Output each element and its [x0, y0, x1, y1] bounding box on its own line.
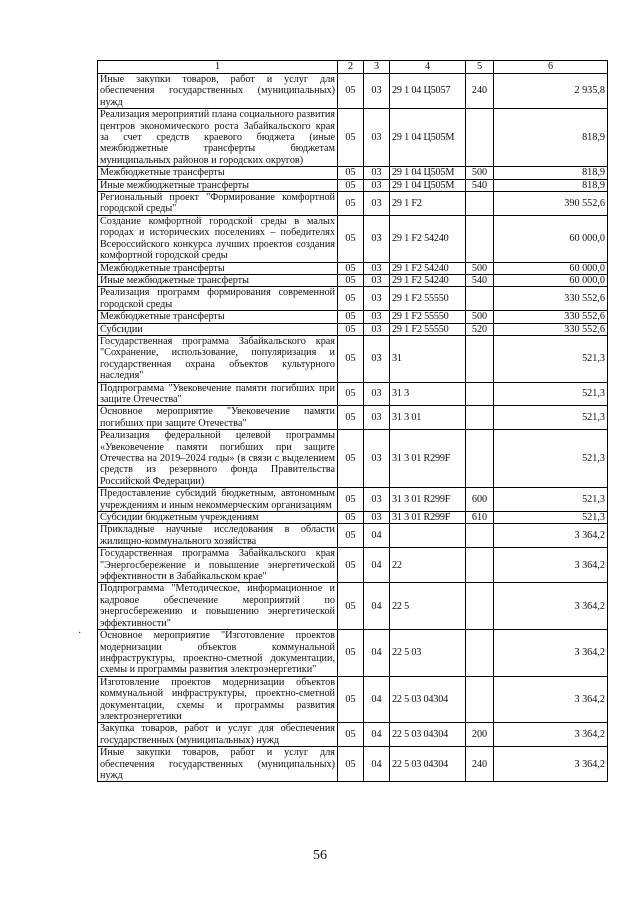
- expense-type-cell: 200: [466, 723, 494, 747]
- target-article-cell: 22 5 03 04304: [390, 723, 466, 747]
- subsection-code-cell: 04: [364, 747, 390, 782]
- table-row: [98, 723, 608, 747]
- section-code-cell: 05: [338, 274, 364, 286]
- expense-type-cell: [466, 215, 494, 262]
- target-article-cell: 31 3 01 R299F: [390, 488, 466, 512]
- subsection-code-cell: 03: [364, 512, 390, 524]
- expense-type-cell: [466, 630, 494, 677]
- expense-type-cell: [466, 287, 494, 311]
- subsection-code-cell: 03: [364, 406, 390, 430]
- row-name-cell: Реализация федеральной целевой программы «Увековечение памяти погибших при защите Отечества на 2019–2024 годы» (в связи с выделением средств из резервного фонда Правительства Российской Федерации): [98, 430, 338, 488]
- target-article-cell: 29 1 04 Ц5057: [390, 74, 466, 109]
- target-article-cell: 29 1 F2: [390, 192, 466, 216]
- page-number: 56: [313, 848, 327, 863]
- target-article-cell: 31: [390, 335, 466, 382]
- section-code-cell: 05: [338, 215, 364, 262]
- table-row: [98, 382, 608, 406]
- amount-cell: 60 000,0: [494, 215, 608, 262]
- table-row: [98, 583, 608, 630]
- row-name-cell: Иные закупки товаров, работ и услуг для обеспечения государственных (муниципальных) нужд: [98, 74, 338, 109]
- section-code-cell: 05: [338, 512, 364, 524]
- table-row: [98, 512, 608, 524]
- row-name-cell: Подпрограмма "Увековечение памяти погибших при защите Отечества": [98, 382, 338, 406]
- target-article-cell: 29 1 04 Ц505М: [390, 167, 466, 179]
- row-name-cell: Реализация программ формирования современной городской среды: [98, 287, 338, 311]
- row-name-cell: Изготовление проектов модернизации объектов коммунальной инфраструктуры, проектно-сметной документации, схемы и программы развития электроэнергетики: [98, 676, 338, 723]
- row-name-cell: Основное мероприятие "Изготовление проектов модернизации объектов коммунальной инфраструктуры, проектно-сметной документации, схемы и программы развития электроэнергетики": [98, 630, 338, 677]
- expense-type-cell: [466, 524, 494, 548]
- expense-type-cell: [466, 382, 494, 406]
- expense-type-cell: 600: [466, 488, 494, 512]
- column-header: 4: [390, 61, 466, 74]
- amount-cell: 330 552,6: [494, 311, 608, 323]
- amount-cell: 60 000,0: [494, 274, 608, 286]
- target-article-cell: 29 1 F2 55550: [390, 311, 466, 323]
- section-code-cell: 05: [338, 167, 364, 179]
- subsection-code-cell: 04: [364, 524, 390, 548]
- subsection-code-cell: 03: [364, 311, 390, 323]
- table-row: [98, 548, 608, 583]
- amount-cell: 3 364,2: [494, 524, 608, 548]
- budget-table: [97, 60, 608, 782]
- expense-type-cell: [466, 335, 494, 382]
- target-article-cell: 29 1 F2 55550: [390, 287, 466, 311]
- subsection-code-cell: 03: [364, 215, 390, 262]
- section-code-cell: 05: [338, 676, 364, 723]
- target-article-cell: 22 5: [390, 583, 466, 630]
- table-row: [98, 74, 608, 109]
- table-row: [98, 262, 608, 274]
- expense-type-cell: 610: [466, 512, 494, 524]
- row-name-cell: Основное мероприятие "Увековечение памяти погибших при защите Отечества": [98, 406, 338, 430]
- amount-cell: 521,3: [494, 382, 608, 406]
- expense-type-cell: [466, 583, 494, 630]
- subsection-code-cell: 03: [364, 192, 390, 216]
- target-article-cell: 22 5 03: [390, 630, 466, 677]
- amount-cell: 3 364,2: [494, 723, 608, 747]
- table-row: [98, 524, 608, 548]
- expense-type-cell: 240: [466, 74, 494, 109]
- section-code-cell: 05: [338, 323, 364, 335]
- column-header: 2: [338, 61, 364, 74]
- target-article-cell: 22 5 03 04304: [390, 747, 466, 782]
- expense-type-cell: [466, 109, 494, 167]
- expense-type-cell: [466, 430, 494, 488]
- table-header-row: [98, 61, 608, 74]
- table-row: [98, 274, 608, 286]
- target-article-cell: 31 3: [390, 382, 466, 406]
- table-row: [98, 179, 608, 191]
- expense-type-cell: 520: [466, 323, 494, 335]
- subsection-code-cell: 03: [364, 74, 390, 109]
- table-row: [98, 676, 608, 723]
- row-name-cell: Межбюджетные трансферты: [98, 167, 338, 179]
- amount-cell: 521,3: [494, 512, 608, 524]
- row-name-cell: Субсидии: [98, 323, 338, 335]
- column-header: 5: [466, 61, 494, 74]
- table-row: [98, 287, 608, 311]
- row-name-cell: Подпрограмма "Методическое, информационное и кадровое обеспечение мероприятий по энергосбережению и повышению энергетической эффективности": [98, 583, 338, 630]
- amount-cell: 3 364,2: [494, 676, 608, 723]
- column-header: 6: [494, 61, 608, 74]
- row-name-cell: Межбюджетные трансферты: [98, 262, 338, 274]
- row-name-cell: Субсидии бюджетным учреждениям: [98, 512, 338, 524]
- table-row: [98, 323, 608, 335]
- target-article-cell: 29 1 04 Ц505М: [390, 109, 466, 167]
- subsection-code-cell: 03: [364, 167, 390, 179]
- subsection-code-cell: 03: [364, 274, 390, 286]
- section-code-cell: 05: [338, 311, 364, 323]
- subsection-code-cell: 03: [364, 287, 390, 311]
- expense-type-cell: [466, 676, 494, 723]
- expense-type-cell: 500: [466, 262, 494, 274]
- table-row: [98, 109, 608, 167]
- table-row: [98, 215, 608, 262]
- section-code-cell: 05: [338, 192, 364, 216]
- section-code-cell: 05: [338, 179, 364, 191]
- section-code-cell: 05: [338, 747, 364, 782]
- amount-cell: 330 552,6: [494, 323, 608, 335]
- amount-cell: 818,9: [494, 179, 608, 191]
- amount-cell: 3 364,2: [494, 548, 608, 583]
- column-header: 1: [98, 61, 338, 74]
- section-code-cell: 05: [338, 723, 364, 747]
- target-article-cell: 29 1 F2 54240: [390, 215, 466, 262]
- section-code-cell: 05: [338, 548, 364, 583]
- subsection-code-cell: 04: [364, 548, 390, 583]
- subsection-code-cell: 04: [364, 676, 390, 723]
- target-article-cell: 22: [390, 548, 466, 583]
- table-row: [98, 311, 608, 323]
- section-code-cell: 05: [338, 524, 364, 548]
- target-article-cell: 31 3 01 R299F: [390, 512, 466, 524]
- amount-cell: 3 364,2: [494, 583, 608, 630]
- column-header: 3: [364, 61, 390, 74]
- amount-cell: 390 552,6: [494, 192, 608, 216]
- margin-mark: ·: [78, 628, 82, 639]
- subsection-code-cell: 04: [364, 723, 390, 747]
- row-name-cell: Прикладные научные исследования в области жилищно-коммунального хозяйства: [98, 524, 338, 548]
- table-row: [98, 430, 608, 488]
- subsection-code-cell: 04: [364, 583, 390, 630]
- target-article-cell: 29 1 F2 54240: [390, 274, 466, 286]
- subsection-code-cell: 03: [364, 109, 390, 167]
- expense-type-cell: 540: [466, 179, 494, 191]
- section-code-cell: 05: [338, 74, 364, 109]
- target-article-cell: 29 1 F2 55550: [390, 323, 466, 335]
- row-name-cell: Межбюджетные трансферты: [98, 311, 338, 323]
- expense-type-cell: 240: [466, 747, 494, 782]
- section-code-cell: 05: [338, 488, 364, 512]
- row-name-cell: Реализация мероприятий плана социального развития центров экономического роста Забайкальского края за счет средств краевого бюджета (иные межбюджетные трансферты бюджетам муниципальных районов и городских округов): [98, 109, 338, 167]
- table-row: [98, 630, 608, 677]
- amount-cell: 521,3: [494, 335, 608, 382]
- table-row: [98, 192, 608, 216]
- section-code-cell: 05: [338, 109, 364, 167]
- amount-cell: 818,9: [494, 167, 608, 179]
- amount-cell: 330 552,6: [494, 287, 608, 311]
- section-code-cell: 05: [338, 583, 364, 630]
- target-article-cell: [390, 524, 466, 548]
- amount-cell: 2 935,8: [494, 74, 608, 109]
- table-row: [98, 488, 608, 512]
- amount-cell: 60 000,0: [494, 262, 608, 274]
- row-name-cell: Иные межбюджетные трансферты: [98, 179, 338, 191]
- table-row: [98, 167, 608, 179]
- target-article-cell: 22 5 03 04304: [390, 676, 466, 723]
- subsection-code-cell: 03: [364, 179, 390, 191]
- table-row: [98, 335, 608, 382]
- table-row: [98, 406, 608, 430]
- subsection-code-cell: 03: [364, 335, 390, 382]
- subsection-code-cell: 03: [364, 430, 390, 488]
- amount-cell: 521,3: [494, 430, 608, 488]
- amount-cell: 521,3: [494, 406, 608, 430]
- row-name-cell: Государственная программа Забайкальского края "Сохранение, использование, популяризация и государственная охрана объектов культурного наследия": [98, 335, 338, 382]
- subsection-code-cell: 03: [364, 382, 390, 406]
- row-name-cell: Государственная программа Забайкальского края "Энергосбережение и повышение энергетической эффективности в Забайкальском крае": [98, 548, 338, 583]
- section-code-cell: 05: [338, 430, 364, 488]
- table-row: [98, 747, 608, 782]
- section-code-cell: 05: [338, 406, 364, 430]
- expense-type-cell: [466, 192, 494, 216]
- row-name-cell: Иные закупки товаров, работ и услуг для обеспечения государственных (муниципальных) нужд: [98, 747, 338, 782]
- row-name-cell: Предоставление субсидий бюджетным, автономным учреждениям и иным некоммерческим организациям: [98, 488, 338, 512]
- target-article-cell: 31 3 01: [390, 406, 466, 430]
- row-name-cell: Иные межбюджетные трансферты: [98, 274, 338, 286]
- section-code-cell: 05: [338, 287, 364, 311]
- section-code-cell: 05: [338, 630, 364, 677]
- expense-type-cell: 500: [466, 167, 494, 179]
- subsection-code-cell: 03: [364, 488, 390, 512]
- expense-type-cell: 540: [466, 274, 494, 286]
- subsection-code-cell: 04: [364, 630, 390, 677]
- subsection-code-cell: 03: [364, 323, 390, 335]
- target-article-cell: 29 1 04 Ц505М: [390, 179, 466, 191]
- target-article-cell: 31 3 01 R299F: [390, 430, 466, 488]
- row-name-cell: Региональный проект "Формирование комфортной городской среды": [98, 192, 338, 216]
- section-code-cell: 05: [338, 382, 364, 406]
- section-code-cell: 05: [338, 262, 364, 274]
- amount-cell: 521,3: [494, 488, 608, 512]
- amount-cell: 818,9: [494, 109, 608, 167]
- subsection-code-cell: 03: [364, 262, 390, 274]
- section-code-cell: 05: [338, 335, 364, 382]
- row-name-cell: Закупка товаров, работ и услуг для обеспечения государственных (муниципальных) нужд: [98, 723, 338, 747]
- amount-cell: 3 364,2: [494, 630, 608, 677]
- expense-type-cell: [466, 406, 494, 430]
- expense-type-cell: [466, 548, 494, 583]
- row-name-cell: Создание комфортной городской среды в малых городах и исторических поселениях – победителях Всероссийского конкурса лучших проектов создания комфортной городской среды: [98, 215, 338, 262]
- target-article-cell: 29 1 F2 54240: [390, 262, 466, 274]
- amount-cell: 3 364,2: [494, 747, 608, 782]
- expense-type-cell: 500: [466, 311, 494, 323]
